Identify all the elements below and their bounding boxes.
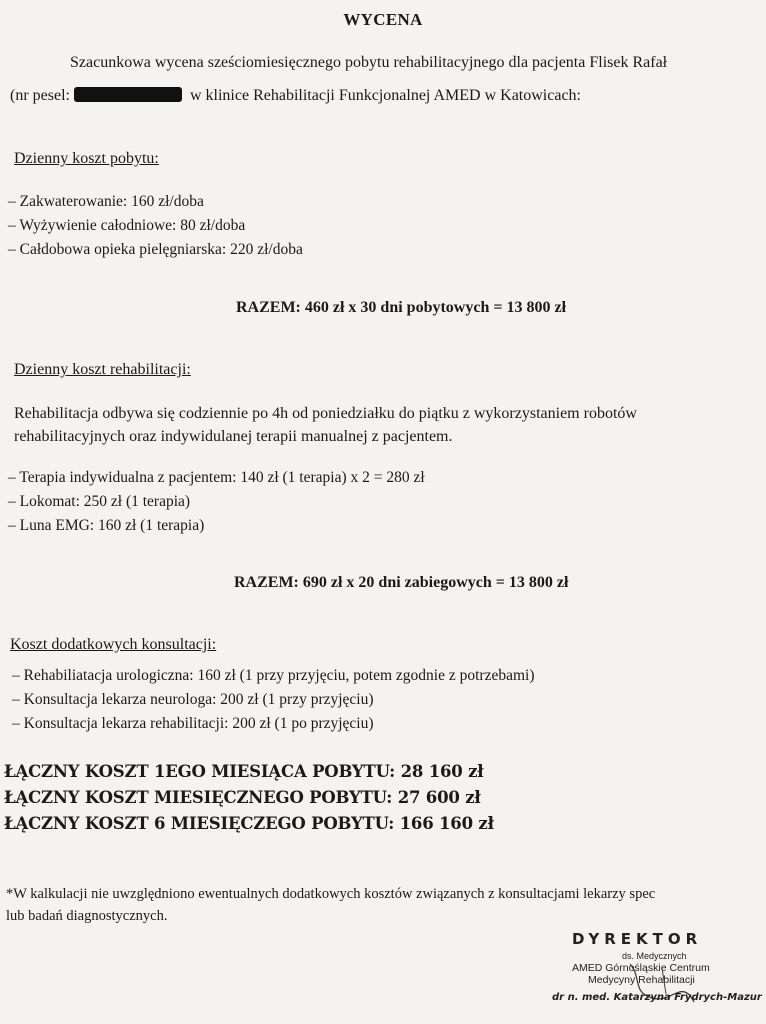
redacted-pesel (74, 87, 182, 102)
list-item: – Luna EMG: 160 zł (1 terapia) (8, 517, 205, 534)
rehab-description-line-2: rehabilitacyjnych oraz indywidulanej terapii manualnej z pacjentem. (14, 428, 453, 445)
total-first-month: ŁĄCZNY KOSZT 1EGO MIESIĄCA POBYTU: 28 160 zł (4, 762, 484, 781)
footnote-line-2: lub badań diagnostycznych. (6, 908, 168, 924)
stay-cost-total: RAZEM: 460 zł x 30 dni pobytowych = 13 800 zł (236, 299, 567, 316)
rehab-cost-list (8, 466, 425, 538)
footnote-line-1: *W kalkulacji nie uwzględniono ewentualnych dodatkowych kosztów związanych z konsultacjami lekarzy spec (6, 886, 656, 902)
rehab-cost-total: RAZEM: 690 zł x 20 dni zabiegowych = 13 800 zł (234, 574, 569, 591)
list-item: – Całdobowa opieka pielęgniarska: 220 zł/doba (8, 241, 303, 258)
list-item: – Konsultacja lekarza neurologa: 200 zł (1 przy przyjęciu) (12, 691, 374, 708)
stay-cost-list (8, 190, 303, 262)
intro-line-1: Szacunkowa wycena sześciomiesięcznego pobytu rehabilitacyjnego dla pacjenta Flisek Rafał (70, 54, 668, 71)
consultations-list (12, 664, 535, 736)
rehab-cost-heading: Dzienny koszt rehabilitacji: (14, 361, 191, 378)
stay-cost-heading: Dzienny koszt pobytu: (14, 150, 159, 167)
stamp-title: DYREKTOR (572, 930, 703, 948)
total-six-months: ŁĄCZNY KOSZT 6 MIESIĘCZEGO POBYTU: 166 160 zł (4, 814, 494, 833)
signature-name: dr n. med. Katarzyna Frydrych-Mazur (552, 992, 762, 1003)
list-item: – Zakwaterowanie: 160 zł/doba (8, 193, 204, 210)
rehab-description-line-1: Rehabilitacja odbywa się codziennie po 4h od poniedziałku do piątku z wykorzystaniem robotów (14, 405, 637, 422)
director-stamp (552, 924, 762, 1024)
stamp-line-3: Medycyny Rehabilitacji (588, 974, 695, 986)
clinic-text: w klinice Rehabilitacji Funkcjonalnej AMED w Katowicach: (189, 87, 581, 104)
list-item: – Rehabiliatacja urologiczna: 160 zł (1 przy przyjęciu, potem zgodnie z potrzebami) (12, 667, 535, 684)
list-item: – Konsultacja lekarza rehabilitacji: 200 zł (1 po przyjęciu) (12, 715, 374, 732)
intro-line-2 (10, 87, 581, 105)
list-item: – Lokomat: 250 zł (1 terapia) (8, 493, 191, 510)
stamp-line-1: ds. Medycznych (622, 951, 687, 961)
list-item: – Terapia indywidualna z pacjentem: 140 zł (1 terapia) x 2 = 280 zł (8, 469, 425, 486)
pesel-label: (nr pesel: (10, 87, 70, 104)
document-title: WYCENA (343, 10, 423, 29)
consultations-heading: Koszt dodatkowych konsultacji: (10, 636, 217, 653)
stamp-line-2: AMED Górnośląskie Centrum (572, 962, 710, 974)
total-monthly: ŁĄCZNY KOSZT MIESIĘCZNEGO POBYTU: 27 600 zł (4, 788, 481, 807)
list-item: – Wyżywienie całodniowe: 80 zł/doba (8, 217, 246, 234)
